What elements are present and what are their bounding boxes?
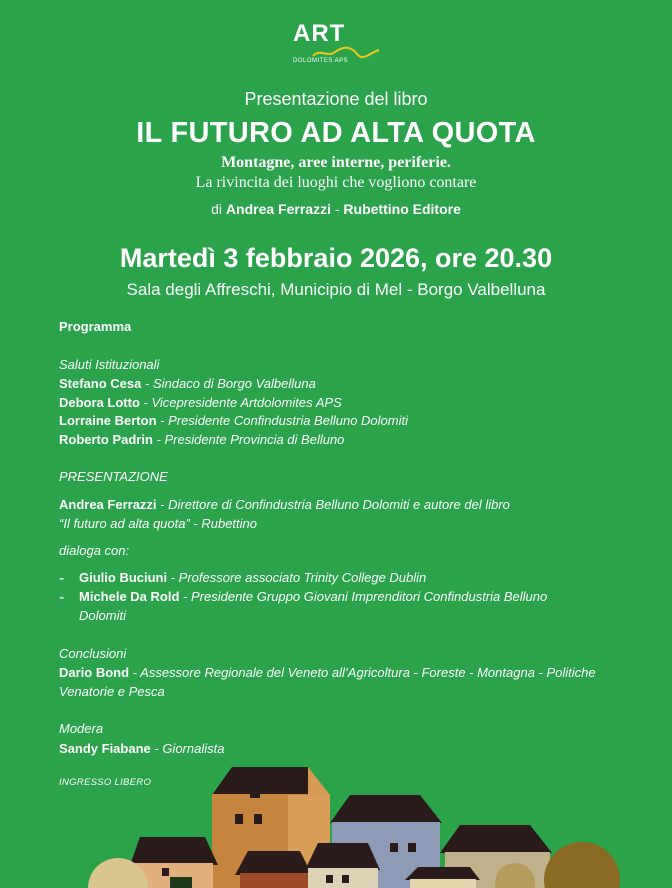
person-role: - Sindaco di Borgo Valbelluna [145,376,316,391]
person-role: - Presidente Provincia di Belluno [156,432,345,448]
saluti-heading: Saluti Istituzionali [59,357,160,372]
person-role: - Presidente Confindustria Belluno Dolomiti [160,413,408,429]
dialoga-label: dialoga con: [59,543,130,558]
event-venue: Sala degli Affreschi, Municipio di Mel - Borgo Valbelluna [126,280,546,299]
person-role-cont: Dolomiti [79,607,126,623]
person-name: Giulio Buciuni [79,570,168,585]
ingresso-libero: INGRESSO LIBERO [59,777,152,788]
byline-author: Andrea Ferrazzi [225,201,331,217]
intro-text: Presentazione del libro [244,89,428,109]
book-subtitle-2: La rivincita dei luoghi che vogliono contare [195,174,477,191]
list-item [59,412,619,431]
byline-sep: - [334,201,340,217]
conclusioni-heading: Conclusioni [59,646,127,661]
person-role: - Giornalista [154,741,225,756]
person-name: Stefano Cesa [59,376,142,391]
programma-heading: Programma [59,319,132,334]
artdolomites-logo [287,20,387,76]
saluti-list [59,375,619,450]
bullet-dash: - [59,570,65,587]
list-item [59,375,619,394]
person-name: Dario Bond [59,665,130,680]
byline-publisher: Rubettino Editore [343,201,461,217]
person-role: - Assessore Regionale del Veneto all’Agricoltura - Foreste - Montagna - Politiche [132,665,596,680]
conclusioni-speaker [59,664,619,701]
person-role: - Professore associato Trinity College Dublin [170,570,427,585]
person-role-cont: Venatorie e Pesca [59,683,165,699]
list-item [79,569,599,588]
person-name: Lorraine Berton [59,413,157,429]
person-name: Michele Da Rold [79,589,180,604]
person-name: Roberto Padrin [59,432,153,448]
list-item [59,431,619,450]
logo-text: ART [293,20,346,47]
byline [0,201,672,217]
modera-heading: Modera [59,721,104,736]
person-name: Debora Lotto [59,394,140,410]
logo-subtext: DOLOMITES APS [293,58,349,64]
person-name: Andrea Ferrazzi [59,497,157,512]
person-name: Sandy Fiabane [59,741,151,756]
bullet-dash: - [59,589,65,606]
list-item [79,588,599,625]
presentazione-heading: PRESENTAZIONE [59,469,168,484]
book-title: IL FUTURO AD ALTA QUOTA [136,117,536,149]
byline-prefix: di [211,201,223,217]
book-reference: “Il futuro ad alta quota” - Rubettino [59,515,258,531]
list-item [59,394,619,413]
event-date: Martedì 3 febbraio 2026, ore 20.30 [119,243,553,273]
person-role: - Direttore di Confindustria Belluno Dolomiti e autore del libro [160,497,510,512]
book-subtitle-1: Montagne, aree interne, periferie. [221,154,451,171]
village-illustration [0,755,672,888]
person-role: - Presidente Gruppo Giovani Imprenditori Confindustria Belluno [183,589,548,604]
presentazione-speaker [59,496,619,533]
person-role: - Vicepresidente Artdolomites APS [143,394,342,410]
